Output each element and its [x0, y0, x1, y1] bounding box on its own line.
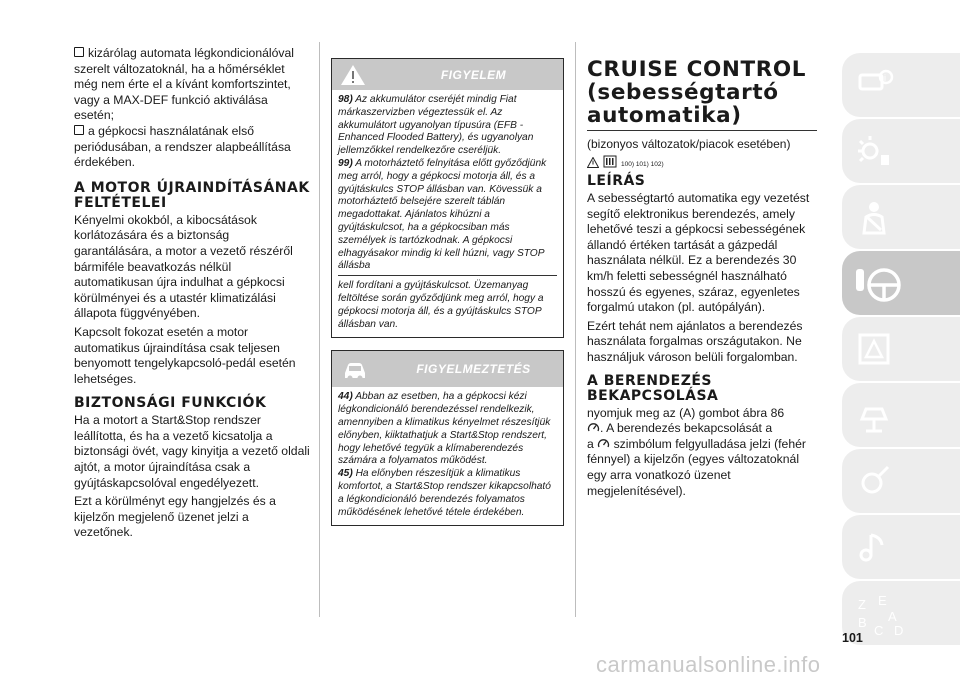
- bullet-item: kizárólag automata légkondicionálóval szerelt változatoknál, ha a hőmérséklet még nem érte el a kívánt komfortszintet, vagy a MAX-DEF funkció aktiválása esetén;: [74, 46, 294, 123]
- paragraph: Ezért tehát nem ajánlatos a berendezés használata forgalmas országutakon. Ne használjuk városon belüli forgalomban.: [587, 318, 803, 364]
- steering-wheel-icon: [854, 263, 902, 307]
- warning-box: [331, 58, 564, 338]
- section-heading: A BERENDEZÉS BEKAPCSOLÁSA: [587, 372, 719, 404]
- note-item: 45) Ha előnyben részesítjük a klimatikus komfortot, a Start&Stop rendszer kikapcsolható a légkondicionáló berendezés folyamatos működésének lehetővé tétele érdekében.: [338, 468, 551, 518]
- checkbox-bullet-icon: [74, 125, 84, 135]
- note-item-continued: kell fordítani a gyújtáskulcsot. Üzemanyag feltöltése során győződjünk meg arról, hogy a gépkocsi motorja áll, és a gyújtáskulcs STOP állásban van.: [338, 280, 544, 330]
- title-rule: [587, 130, 817, 131]
- column-right: [587, 58, 817, 499]
- tab-driving[interactable]: [842, 251, 960, 315]
- tab-maintenance[interactable]: [842, 383, 960, 447]
- warning-triangle-icon: [340, 63, 366, 87]
- caution-header: [332, 351, 563, 387]
- warning-body: [332, 90, 563, 337]
- caution-body: [332, 387, 563, 525]
- bullet-item: a gépkocsi használatának első periódusában, a rendszer alapbeállítása érdekében.: [74, 123, 291, 170]
- warning-title: FIGYELEM: [440, 68, 507, 82]
- book-warning-icon: [603, 154, 617, 168]
- section-heading: A MOTOR ÚJRAINDÍTÁSÁNAK FELTÉTELEI: [74, 179, 310, 211]
- sun-light-icon: [854, 131, 894, 171]
- column-divider: [319, 42, 320, 617]
- subtitle: (bizonyos változatok/piacok esetében): [587, 137, 791, 151]
- paragraph: Kényelmi okokból, a kibocsátások korlátozására és a biztonság garantálására, a motor a vezető részéről bármiféle beavatkozás nélkül automatikusan újra indulhat a gépkocsi körülményei és a utastér klimatizálási állapota függvényében.: [74, 212, 293, 321]
- tab-emergency[interactable]: [842, 317, 960, 381]
- chapter-title: CRUISE CONTROL (sebességtartó automatika): [587, 57, 807, 128]
- cruise-control-symbol-icon: [587, 422, 600, 433]
- alphabet-index-icon: [854, 593, 914, 637]
- svg-text:C: C: [874, 623, 884, 637]
- warning-header: [332, 59, 563, 90]
- svg-text:E: E: [878, 593, 887, 608]
- svg-text:D: D: [894, 623, 904, 637]
- caution-box: [331, 350, 564, 526]
- svg-text:A: A: [888, 609, 897, 624]
- paragraph: Kapcsolt fokozat esetén a motor automatikus újraindítása csak teljesen benyomott tengelykapcsoló-pedál esetén lehetséges.: [74, 324, 296, 386]
- checkbox-bullet-icon: [74, 47, 84, 57]
- svg-text:B: B: [858, 615, 867, 630]
- column-middle: [331, 58, 564, 526]
- tab-dashboard[interactable]: [842, 53, 960, 117]
- warning-road-icon: [854, 329, 894, 369]
- svg-text:Z: Z: [858, 597, 866, 612]
- note-item: 98) Az akkumulátor cseréjét mindig Fiat márkaszervizben végeztessük el. Az akkumulátort ugyanolyan típusúra (EFB - Enhanced Flooded Battery), és ugyanolyan jellemzőkkel rendelkezőre cseréljük.: [338, 94, 534, 157]
- divider: [338, 275, 557, 276]
- tab-lights[interactable]: [842, 119, 960, 183]
- caution-title: FIGYELMEZTETÉS: [416, 362, 531, 377]
- wrench-gear-icon: [854, 461, 894, 501]
- paragraph: nyomjuk meg az (A) gombot ábra 86 . A berendezés bekapcsolását a a szimbólum felgyulladása jelzi (fehér fénnyel) a kijelzőn (egyes változatoknál egy arra vonatkozó üzenet megjelenítésével).: [587, 405, 806, 498]
- column-divider: [575, 42, 576, 617]
- seatbelt-safety-icon: [854, 197, 894, 237]
- section-heading: LEÍRÁS: [587, 173, 646, 189]
- info-dashboard-icon: [854, 65, 894, 105]
- section-heading: BIZTONSÁGI FUNKCIÓK: [74, 395, 267, 412]
- tab-safety[interactable]: [842, 185, 960, 249]
- tab-multimedia[interactable]: [842, 515, 960, 579]
- note-item: 44) Abban az esetben, ha a gépkocsi kézi légkondicionáló berendezéssel rendelkezik, amennyiben a klimatikus kényelmet részesítjük előnyben, kiiktathatjuk a Start&Stop rendszert, hogy lehetővé tegyük a klímaberendezés számára a folyamatos működést.: [338, 391, 551, 467]
- column-left: [74, 46, 310, 541]
- note-item: 99) A motorháztető felnyitása előtt győződjünk meg arról, hogy a gépkocsi motorja áll, és a gyújtáskulcs STOP állásban van. Kövessük a motorháztető belsejére szerelt táblán megadottakat. Ajánlatos kihúzni a gyújtáskulcsot, ha a gépkocsiban más személyek is tartózkodnak. A gépkocsi elhagyásakor mindig ki kell húzni, vagy STOP állásba: [338, 157, 547, 272]
- paragraph: Ezt a körülményt egy hangjelzés és a kijelzőn megjelenő üzenet jelzi a vezetőnek.: [74, 494, 276, 540]
- paragraph: Ha a motort a Start&Stop rendszer leállította, és ha a vezető kicsatolja a biztonsági övét, vagy kinyitja a vezető oldali ajtót, a motor újraindítása csak a gyújtáskapcsolóval engedélyezett.: [74, 413, 310, 490]
- chapter-tabs: [842, 53, 960, 647]
- car-lift-icon: [854, 395, 894, 435]
- paragraph: A sebességtartó automatika egy vezetést segítő elektronikus berendezés, amely lehetővé teszi a gépkocsi sebességének állandó értéken tartását a gázpedál használata nélkül. Ez a berendezés 30 km/h feletti sebességnél használható hosszú és egyenes, száraz, egyenletes forgalmú utakon (pl. autópályán).: [587, 191, 810, 315]
- cruise-control-symbol-icon: [597, 438, 610, 449]
- watermark: carmanualsonline.info: [596, 652, 821, 677]
- tab-technical[interactable]: [842, 449, 960, 513]
- music-note-icon: [854, 527, 894, 567]
- car-caution-icon: [340, 355, 370, 383]
- model-references: 100) 101) 102): [587, 154, 817, 168]
- warning-small-icon: [587, 157, 599, 168]
- page-number: 101: [842, 631, 863, 645]
- svg-text:i: i: [884, 73, 886, 83]
